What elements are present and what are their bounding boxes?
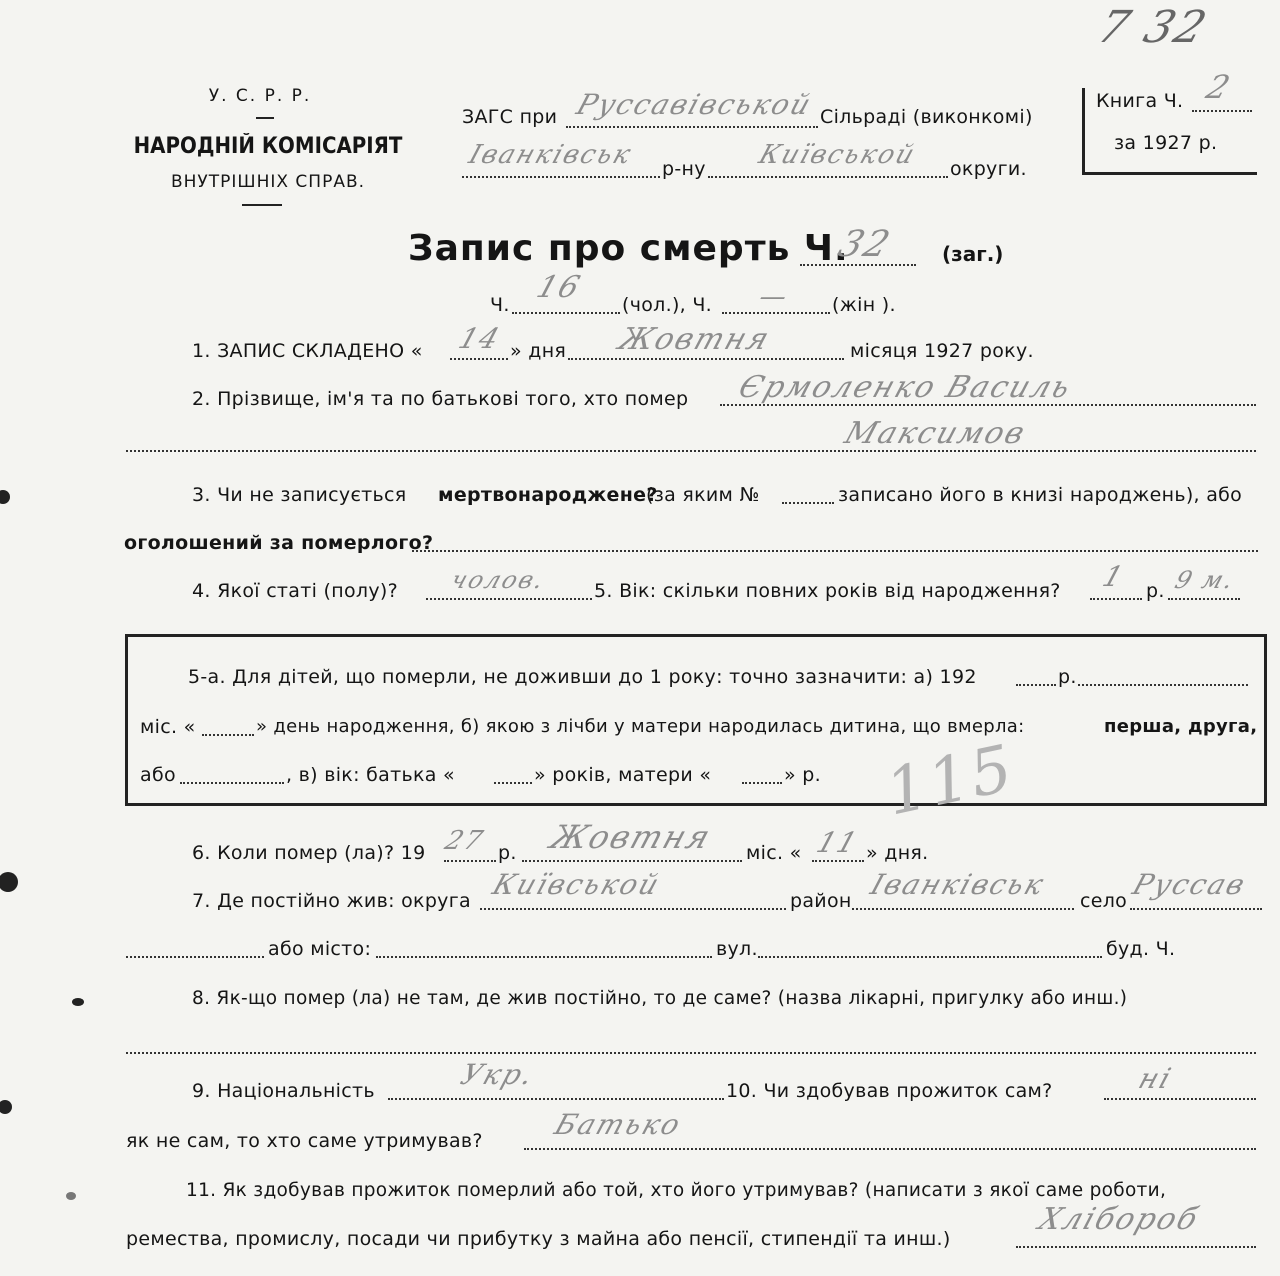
item1-day-line	[450, 358, 508, 360]
item6-day-line	[812, 860, 864, 862]
item6-month: Жовтня	[545, 818, 717, 856]
item4-gender-line	[426, 598, 592, 600]
female-count-line	[722, 312, 830, 314]
female-count: —	[755, 282, 793, 312]
box5a-line2-b: » день народження, б) якою з лічби у матери народилась дитина, що вмерла:	[256, 716, 1025, 737]
punch-hole	[0, 490, 10, 504]
item7-okrug-line	[480, 908, 786, 910]
item7-text-e: вул.	[716, 938, 758, 960]
item1-text-b: » дня	[510, 340, 567, 362]
item5-text: 5. Вік: скільки повних років від народження?	[594, 580, 1061, 602]
item10-answer: ні	[1134, 1062, 1177, 1095]
item3-bold-a: мертвонароджене?	[438, 484, 658, 506]
item7-district: Іванківськ	[866, 868, 1050, 901]
item5-years-line	[1090, 598, 1142, 600]
box5a-line1: 5-а. Для дітей, що померли, не доживши до 1 року: точно зазначити: а) 192	[188, 666, 977, 688]
department-title: ВНУТРІШНІХ СПРАВ.	[170, 172, 366, 192]
record-suffix: (заг.)	[942, 242, 1004, 266]
item7-text-d: або місто:	[268, 938, 372, 960]
box5a-other-line	[180, 782, 284, 784]
item8-text: 8. Як-що помер (ла) не там, де жив постійно, то де саме? (назва лікарні, пригулку або инш.)	[192, 988, 1128, 1009]
box5a-month-line	[202, 734, 254, 736]
item8-line	[126, 1052, 1256, 1054]
item1-text-a: 1. ЗАПИС СКЛАДЕНО «	[192, 340, 423, 362]
commissariat-title: НАРОДНІЙ КОМІСАРІЯТ	[133, 134, 403, 159]
item10-line2: як не сам, то хто саме утримував?	[126, 1130, 483, 1152]
item1-month: Жовтня	[614, 322, 775, 357]
okrug-suffix: округи.	[950, 158, 1027, 180]
zags-prefix: ЗАГС при	[462, 106, 558, 128]
item3-text-c: записано його в книзі народжень), або	[838, 484, 1243, 506]
corner-marks: 7 32	[1091, 2, 1215, 53]
item7-village: Руссав	[1128, 868, 1251, 901]
item9-nationality: Укр.	[456, 1058, 540, 1091]
item4-text: 4. Якої статі (полу)?	[192, 580, 398, 602]
divider	[242, 204, 282, 206]
female-label: (жін ).	[832, 294, 896, 316]
box5a-line3-c: » років, матери «	[534, 764, 712, 786]
box5a-line2-a: міс. «	[140, 716, 196, 738]
subtitle-prefix: Ч.	[490, 294, 510, 316]
box5a-line1-end: р.	[1058, 666, 1077, 688]
punch-hole	[66, 1192, 76, 1200]
item2-text: 2. Прізвище, ім'я та по батькові того, хто помер	[192, 388, 689, 410]
margin-note: 115	[879, 731, 1021, 831]
item6-text-c: міс. «	[746, 842, 802, 864]
item10-supporter: Батько	[550, 1108, 687, 1141]
district-line	[462, 176, 660, 178]
punch-hole	[0, 1100, 12, 1114]
item7-text-a: 7. Де постійно жив: округа	[192, 890, 471, 912]
item6-text-b: р.	[498, 842, 517, 864]
divider	[256, 117, 274, 119]
male-label: (чол.), Ч.	[622, 294, 713, 316]
box5a-father-line	[494, 782, 532, 784]
item5-years: 1	[1098, 560, 1130, 593]
item7-text-b: район	[790, 890, 852, 912]
record-title: Запис про смерть Ч.	[408, 228, 849, 269]
zags-line	[566, 126, 818, 128]
book-number-line	[1192, 110, 1252, 112]
item5-months-line	[1168, 598, 1240, 600]
item2-name-line2: Максимов	[840, 416, 1031, 451]
item9-text: 9. Національність	[192, 1080, 375, 1102]
item6-text-d: » дня.	[866, 842, 929, 864]
zags-handwritten: Руссавівськой	[572, 88, 817, 121]
item3-text-b: (за яким №	[646, 484, 760, 506]
book-year: за 1927 р.	[1114, 132, 1218, 154]
item11-answer: Хлібороб	[1034, 1202, 1204, 1237]
item5-years-label: р.	[1146, 580, 1165, 602]
item6-month-line	[522, 860, 742, 862]
item2-name-line1: Єрмоленко Василь	[734, 370, 1077, 405]
item2-line2	[126, 450, 1256, 452]
male-count-line	[512, 312, 620, 314]
book-label: Книга Ч.	[1096, 90, 1184, 112]
box5a-line1-tail	[1078, 684, 1248, 686]
box5a-line3-b: , в) вік: батька «	[286, 764, 455, 786]
item7-district-line	[852, 908, 1074, 910]
record-number: 32	[833, 224, 897, 265]
item6-text-a: 6. Коли помер (ла)? 19	[192, 842, 426, 864]
item1-day: 14	[454, 322, 506, 355]
item6-year: 27	[441, 826, 488, 856]
item7-okrug: Київськой	[488, 868, 665, 901]
item7-text-f: буд. Ч.	[1106, 938, 1176, 960]
box5a-year-line	[1016, 684, 1056, 686]
item7-village-line	[1130, 908, 1262, 910]
okrug-handwritten: Київськой	[755, 140, 920, 170]
box5a-mother-line	[742, 782, 782, 784]
item4-gender: чолов.	[447, 566, 550, 594]
item1-month-line	[568, 358, 844, 360]
item11-answer-line	[1016, 1246, 1256, 1248]
item10-line	[1104, 1098, 1256, 1100]
book-number: 2	[1201, 68, 1237, 106]
box5a-line2-bold: перша, друга,	[1104, 716, 1258, 737]
male-count: 16	[532, 270, 586, 305]
item11-line2: ремества, промислу, посади чи прибутку з майна або пенсії, стипендії та инш.)	[126, 1228, 951, 1250]
item10-text: 10. Чи здобував прожиток сам?	[726, 1080, 1053, 1102]
district-handwritten: Іванківськ	[465, 140, 637, 170]
item3-bold-b: оголошений за померлого?	[124, 532, 434, 554]
ussr-label: У. С. Р. Р.	[208, 86, 312, 106]
item5-months: 9 м.	[1171, 566, 1239, 594]
item1-text-c: місяця 1927 року.	[850, 340, 1034, 362]
punch-hole	[72, 998, 84, 1006]
item7-city-pre-line	[126, 956, 264, 958]
box5a-line3-a: або	[140, 764, 176, 786]
item9-line	[388, 1098, 724, 1100]
box5a-line3-d: » р.	[784, 764, 821, 786]
item6-year-line	[444, 860, 496, 862]
council-label: Сільраді (виконкомі)	[820, 106, 1033, 128]
item3-text-a: 3. Чи не записується	[192, 484, 407, 506]
item10-supporter-line	[524, 1148, 1256, 1150]
item7-city-line	[376, 956, 712, 958]
item3-line2	[412, 550, 1258, 552]
district-suffix: р-ну	[662, 158, 706, 180]
item7-street-line	[758, 956, 1102, 958]
item11-line1: 11. Як здобував прожиток померлий або той, хто його утримував? (написати з якої саме роботи,	[186, 1180, 1167, 1201]
punch-hole	[0, 872, 18, 892]
item6-day: 11	[812, 826, 864, 859]
item3-number-line	[782, 502, 834, 504]
okrug-line	[708, 176, 948, 178]
item7-text-c: село	[1080, 890, 1128, 912]
